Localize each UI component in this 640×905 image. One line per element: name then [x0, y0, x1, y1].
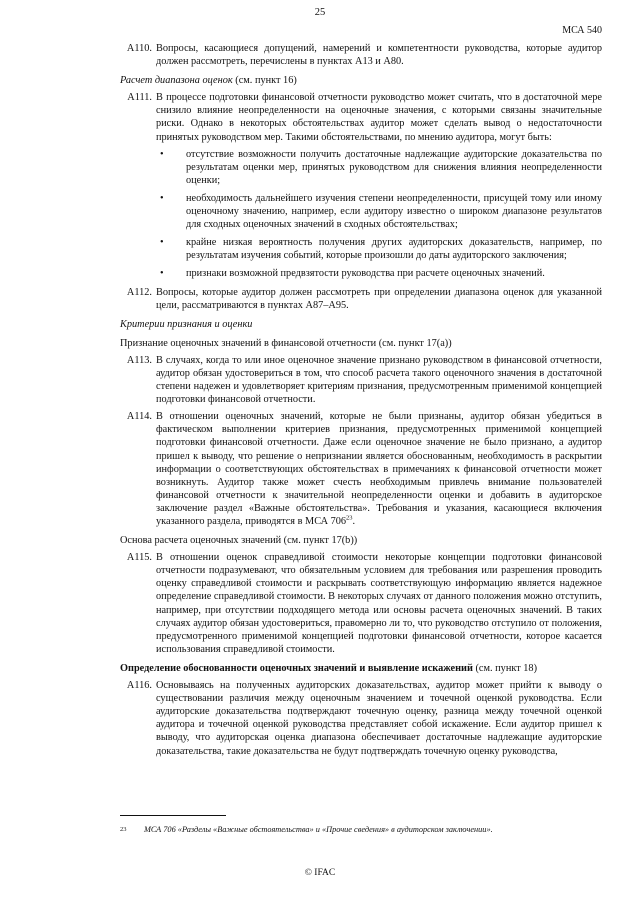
- bullet-text: крайне низкая вероятность получения других аудиторских доказательств, например, по результатам изучения событий, которые произошли до даты аудиторского заключения;: [186, 237, 602, 262]
- paragraph-number: A116.: [126, 680, 152, 692]
- paragraph-text: Вопросы, касающиеся допущений, намерений и компетентности руководства, которые аудитор должен рассмотреть, перечислены в пунктах А13 и А80.: [156, 43, 602, 68]
- bullet-item: [116, 192, 602, 231]
- footer-copyright: © IFAC: [304, 868, 336, 878]
- paragraph-text: В отношении оценок справедливой стоимости некоторые концепции подготовки финансовой отчетности подразумевают, что обязательным условием для требования или разрешения проводить оценку справедливой стоимости и раскрывать соответствующую информацию является надежное определение справедливой стоимости. В некоторых случаях от данного положения можно отступить, например, при отсутствии подходящего метода или основы расчета оценочных значений. В таких случаях аудитор обязан удостовериться, правомерно ли то, что руководство отступило от положения, предусмотренного применимой концепцией подготовки финансовой отчетности, которое касается использования справедливой стоимости.: [156, 552, 602, 655]
- bullet-icon: •: [160, 192, 164, 204]
- paragraph-a111: [116, 91, 602, 143]
- bullet-item: [116, 148, 602, 187]
- paragraph-text: [156, 410, 602, 528]
- paragraph-a112: [116, 286, 602, 312]
- subheading-bold: Определение обоснованности оценочных значений и выявление искажений: [120, 662, 473, 674]
- paragraph-a110: [116, 42, 602, 68]
- paragraph-number: A114.: [126, 411, 152, 423]
- bullet-text: необходимость дальнейшего изучения степени неопределенности, присущей тому или иному оценочному значению, например, если аудитору известно о широком диапазоне результатов для сходных оценочных значений в сходных обстоятельствах;: [186, 192, 602, 231]
- document-body: [116, 42, 602, 762]
- paragraph-number: A115.: [126, 552, 152, 564]
- footnote: [120, 825, 600, 835]
- header-standard-code: МСА 540: [562, 25, 602, 36]
- paragraph-a116: [116, 679, 602, 758]
- paragraph-end: .: [352, 516, 356, 527]
- bullet-icon: •: [160, 148, 164, 160]
- bullet-item: [116, 236, 602, 262]
- footnote-separator: [120, 815, 226, 816]
- paragraph-a115: [116, 551, 602, 656]
- subheading-reference: (см. пункт 18): [472, 662, 537, 674]
- subheading-range: [120, 74, 602, 87]
- bullet-item: [116, 267, 602, 280]
- page-number: 25: [314, 7, 326, 18]
- paragraph-body: В отношении оценочных значений, которые не были признаны, аудитор обязан убедиться в фактическом выполнении критериев признания, предусмотренных применимой концепцией подготовки финансовой отчетности. Даже если оценочное значение не было признано, а аудитор пришел к выводу, что решение о непризнании является обоснованным, необходимость в раскрытии информации о соответствующих обстоятельствах в примечаниях к финансовой отчетности может возникнуть. Аудитор также может счесть необходимым привлечь внимание пользователей финансовой отчетности к значительной неопределенности оценки и добавить в аудиторское заключение раздел «Важные обстоятельства». Требования и указания, касающиеся включения указанного раздела, приводятся в МСА 706: [156, 411, 602, 527]
- paragraph-number: A112.: [126, 286, 152, 298]
- paragraph-number: A111.: [127, 92, 152, 104]
- subheading-italic: Расчет диапазона оценок: [120, 75, 233, 87]
- paragraph-a114: [116, 410, 602, 528]
- footnote-text: МСА 706 «Разделы «Важные обстоятельства» и «Прочие сведения» в аудиторском заключении».: [144, 825, 493, 834]
- footnote-number: 23: [120, 826, 127, 833]
- bullet-text: отсутствие возможности получить достаточные надлежащие аудиторские доказательства по результатам оценки мер, принятых руководством для снижения влияния неопределенности оценки;: [186, 148, 602, 186]
- subheading-criteria: Критерии признания и оценки: [120, 318, 253, 330]
- bullet-icon: •: [160, 237, 164, 249]
- subheading-reference: (см. пункт 16): [232, 75, 297, 87]
- paragraph-text: В процессе подготовки финансовой отчетности руководство может считать, что в достаточной мере снизило влияние неопределенности на оценочные значения, с которыми связаны значительные риски. Однако в некоторых обстоятельствах аудитор может сделать вывод о недостаточности принятых руководством мер. Такими обстоятельствами, по мнению аудитора, могут быть:: [156, 92, 602, 143]
- paragraph-number: A113.: [126, 354, 152, 366]
- paragraph-number: A110.: [126, 43, 152, 54]
- footnote-reference[interactable]: 23: [346, 514, 353, 522]
- subheading-recognition: Признание оценочных значений в финансовой отчетности (см. пункт 17(a)): [120, 337, 452, 349]
- paragraph-text: Основываясь на полученных аудиторских доказательствах, аудитор может прийти к выводу о существовании различия между оценочным значением и точечной оценкой руководства. Если аудиторские доказательства подтверждают точечную оценку, разница между точечной оценкой аудитора и точечной оценкой руководства представляет собой искажение. Если аудитор пришел к выводу, что аудиторская оценка диапазона обеспечивает достаточные надлежащие аудиторские доказательства, такие доказательства не будут подтверждать точечную оценку руководства,: [156, 680, 602, 757]
- bullet-icon: •: [160, 268, 164, 280]
- subheading-reasonableness: [120, 662, 602, 675]
- paragraph-text: Вопросы, которые аудитор должен рассмотреть при определении диапазона оценок для указанной цели, рассматриваются в пунктах А87–А95.: [156, 286, 602, 311]
- bullet-text: признаки возможной предвзятости руководства при расчете оценочных значений.: [186, 268, 545, 280]
- paragraph-text: В случаях, когда то или иное оценочное значение признано руководством в финансовой отчетности, аудитор обязан удостовериться в том, что способ расчета такого оценочного значения в достаточной степени надежен и удовлетворяет критериям признания, предусмотренным применимой концепцией подготовки финансовой отчетности.: [156, 354, 602, 406]
- paragraph-a113: [116, 354, 602, 406]
- subheading-basis: Основа расчета оценочных значений (см. пункт 17(b)): [120, 535, 358, 547]
